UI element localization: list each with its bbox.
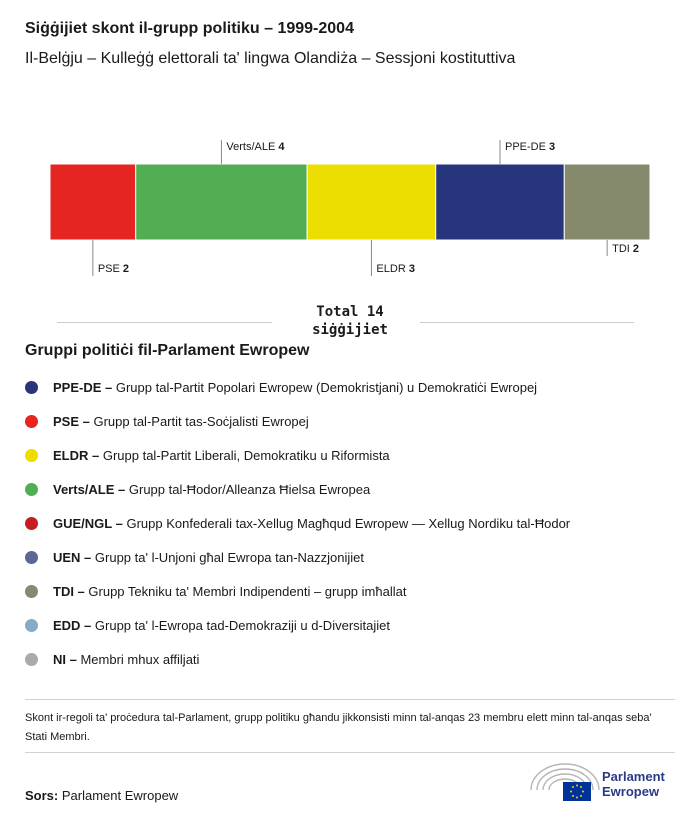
legend-text	[53, 652, 199, 667]
legend-dot-icon	[25, 619, 38, 632]
legend-text	[53, 380, 537, 395]
total-rule-right	[420, 322, 634, 323]
legend-item-tdi	[25, 574, 570, 608]
legend-desc: Membri mhux affiljati	[80, 651, 200, 667]
legend-item-eldr	[25, 438, 570, 472]
divider-bottom	[25, 752, 675, 753]
total-unit: siġġijiet	[312, 322, 388, 338]
legend-item-verts-ale	[25, 472, 570, 506]
segment-label-ppe-de: PPE-DE 3	[505, 141, 556, 153]
segment-label-pse: PSE 2	[97, 263, 130, 275]
legend-desc: Grupp tal-Partit Popolari Ewropew (Demokristjani) u Demokratiċi Ewropej	[115, 379, 538, 395]
legend-item-pse	[25, 404, 570, 438]
legend-abbr: GUE/NGL –	[53, 515, 127, 531]
legend-desc: Grupp ta' l-Unjoni għal Ewropa tan-Nazzjonijiet	[94, 549, 365, 565]
legend-text	[53, 516, 570, 531]
divider-top	[25, 699, 675, 700]
source-label: Sors:	[25, 788, 59, 803]
segment-label-eldr: ELDR 3	[376, 263, 415, 275]
legend-abbr: PSE –	[53, 413, 94, 429]
legend-text	[53, 618, 390, 633]
logo-line2: Ewropew	[602, 784, 660, 799]
legend-text	[53, 448, 390, 463]
legend-desc: Grupp Tekniku ta' Membri Indipendenti – grupp imħallat	[88, 583, 407, 599]
legend-item-edd	[25, 608, 570, 642]
legend-abbr: UEN –	[53, 549, 95, 565]
chart-subtitle: Il-Belġju – Kulleġġ elettorali ta' lingwa Olandiża – Sessjoni kostituttiva	[25, 50, 516, 67]
legend-dot-icon	[25, 415, 38, 428]
legend-dot-icon	[25, 517, 38, 530]
segment-label-verts-ale: Verts/ALE 4	[226, 141, 285, 153]
legend-desc: Grupp tal-Partit tas-Soċjalisti Ewropej	[93, 413, 309, 429]
segment-label-tdi: TDI 2	[612, 243, 640, 255]
total-label: Total 14	[316, 304, 384, 320]
legend-desc: Grupp ta' l-Ewropa tad-Demokraziji u d-Diversitajiet	[94, 617, 390, 633]
legend-item-gue-ngl	[25, 506, 570, 540]
stacked-bar-chart	[0, 130, 700, 290]
legend-item-uen	[25, 540, 570, 574]
legend-title: Gruppi politiċi fil-Parlament Ewropew	[25, 342, 310, 359]
source-value: Parlament Ewropew	[61, 788, 179, 803]
legend-dot-icon	[25, 449, 38, 462]
legend-abbr: EDD –	[53, 617, 95, 633]
legend-dot-icon	[25, 483, 38, 496]
bar-segment-eldr	[307, 164, 436, 240]
legend-dot-icon	[25, 653, 38, 666]
legend-text	[53, 414, 309, 429]
legend-dot-icon	[25, 585, 38, 598]
legend-desc: Grupp Konfederali tax-Xellug Magħqud Ewropew — Xellug Nordiku tal-Ħodor	[126, 515, 571, 531]
bar-segment-tdi	[564, 164, 650, 240]
total-rule-left	[57, 322, 272, 323]
footnote: Skont ir-regoli ta' proċedura tal-Parlament, grupp politiku għandu jikkonsisti minn tal-anqas 23 membru elett minn tal-anqas seba' Stati Membri.	[25, 712, 652, 743]
legend-item-ni	[25, 642, 570, 676]
total-seats	[275, 303, 425, 339]
logo-text	[602, 769, 665, 799]
legend-abbr: TDI –	[53, 583, 89, 599]
bar-segment-ppe-de	[436, 164, 565, 240]
legend-desc: Grupp tal-Ħodor/Alleanza Ħielsa Ewropea	[128, 481, 371, 497]
chart-title: Siġġijiet skont il-grupp politiku – 1999-2004	[25, 20, 354, 37]
bar-segment-pse	[50, 164, 136, 240]
legend-dot-icon	[25, 551, 38, 564]
legend-dot-icon	[25, 381, 38, 394]
legend-text	[53, 584, 406, 599]
legend-item-ppe-de	[25, 370, 570, 404]
legend-text	[53, 482, 370, 497]
legend-abbr: PPE-DE –	[53, 379, 116, 395]
legend-abbr: NI –	[53, 651, 81, 667]
logo-line1: Parlament	[602, 769, 665, 784]
legend-abbr: Verts/ALE –	[53, 481, 129, 497]
source	[25, 788, 178, 803]
legend	[25, 370, 570, 676]
legend-abbr: ELDR –	[53, 447, 103, 463]
bar-segment-verts-ale	[136, 164, 307, 240]
legend-text	[53, 550, 364, 565]
legend-desc: Grupp tal-Partit Liberali, Demokratiku u Riformista	[102, 447, 390, 463]
